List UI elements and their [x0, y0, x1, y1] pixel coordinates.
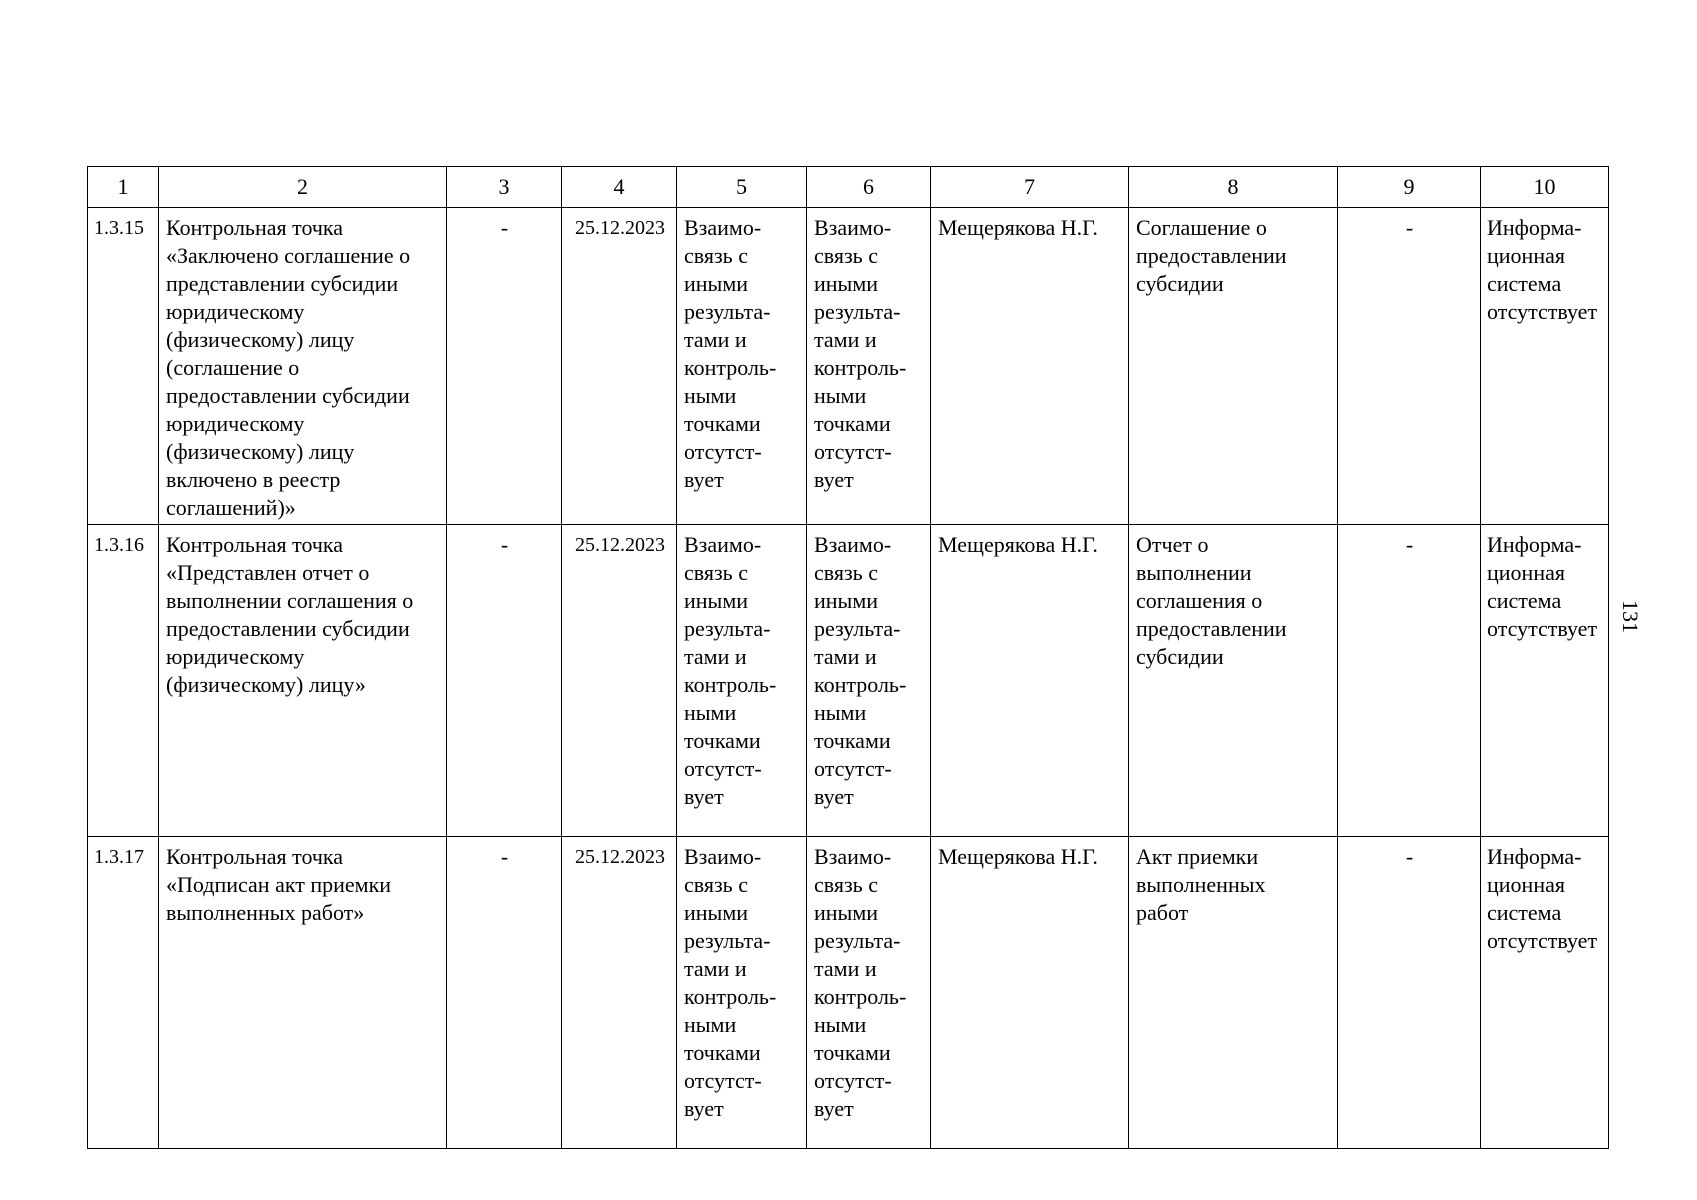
- control-point-name-cell: [159, 837, 447, 1149]
- info-system: Информа- ционная система отсутствует: [1487, 844, 1598, 953]
- column-header-3: 3: [447, 167, 562, 208]
- responsible-cell: [931, 208, 1129, 525]
- column-3-value: -: [500, 844, 509, 869]
- date-cell: [562, 208, 677, 525]
- control-point-name: Контрольная точка «Заключено соглашение о представлении субсидии юридическому (физическому) лицу (соглашение о предоставлении субсидии юридическому (физическому) лицу включено в реестр соглашений)»: [166, 215, 411, 520]
- column-3-cell: [447, 525, 562, 837]
- info-system-cell: [1481, 208, 1609, 525]
- column-5-value: Взаимо- связь с иными результа- тами и контроль- ными точками отсутст- вует: [684, 532, 777, 809]
- due-date: 25.12.2023: [575, 846, 665, 868]
- control-point-name-cell: [159, 208, 447, 525]
- info-system-cell: [1481, 837, 1609, 1149]
- row-number: 1.3.16: [94, 534, 144, 556]
- column-header-8: 8: [1129, 167, 1338, 208]
- due-date: 25.12.2023: [575, 217, 665, 239]
- column-9-value: -: [1405, 532, 1414, 557]
- responsible-cell: [931, 837, 1129, 1149]
- document-type: Соглашение о предоставлении субсидии: [1136, 215, 1287, 296]
- column-6-cell: [807, 208, 931, 525]
- column-9-value: -: [1405, 215, 1414, 240]
- column-6-value: Взаимо- связь с иными результа- тами и контроль- ными точками отсутст- вует: [814, 532, 907, 809]
- column-header-1: 1: [88, 167, 159, 208]
- date-cell: [562, 525, 677, 837]
- table-row: [88, 208, 1609, 525]
- column-3-cell: [447, 208, 562, 525]
- responsible-person: Мещерякова Н.Г.: [938, 532, 1098, 557]
- table-header-row: [88, 167, 1609, 208]
- due-date: 25.12.2023: [575, 534, 665, 556]
- document-cell: [1129, 208, 1338, 525]
- control-point-name-cell: [159, 525, 447, 837]
- column-6-cell: [807, 837, 931, 1149]
- column-3-value: -: [500, 532, 509, 557]
- column-header-4: 4: [562, 167, 677, 208]
- row-number-cell: [88, 525, 159, 837]
- document-type: Отчет о выполнении соглашения о предоставлении субсидии: [1136, 532, 1287, 669]
- column-6-cell: [807, 525, 931, 837]
- info-system: Информа- ционная система отсутствует: [1487, 532, 1598, 641]
- column-header-2: 2: [159, 167, 447, 208]
- column-3-cell: [447, 837, 562, 1149]
- column-6-value: Взаимо- связь с иными результа- тами и контроль- ными точками отсутст- вует: [814, 215, 907, 492]
- column-9-cell: [1338, 525, 1481, 837]
- control-points-table: [87, 166, 1609, 1149]
- info-system: Информа- ционная система отсутствует: [1487, 215, 1598, 324]
- column-3-value: -: [500, 215, 509, 240]
- document-cell: [1129, 525, 1338, 837]
- page-number: 131: [1618, 600, 1643, 633]
- row-number: 1.3.15: [94, 217, 144, 239]
- responsible-cell: [931, 525, 1129, 837]
- column-5-cell: [677, 208, 807, 525]
- document-cell: [1129, 837, 1338, 1149]
- table-row: [88, 837, 1609, 1149]
- responsible-person: Мещерякова Н.Г.: [938, 844, 1098, 869]
- column-5-value: Взаимо- связь с иными результа- тами и контроль- ными точками отсутст- вует: [684, 215, 777, 492]
- column-9-cell: [1338, 208, 1481, 525]
- column-9-cell: [1338, 837, 1481, 1149]
- responsible-person: Мещерякова Н.Г.: [938, 215, 1098, 240]
- column-header-6: 6: [807, 167, 931, 208]
- column-9-value: -: [1405, 844, 1414, 869]
- row-number-cell: [88, 208, 159, 525]
- column-header-7: 7: [931, 167, 1129, 208]
- column-6-value: Взаимо- связь с иными результа- тами и контроль- ными точками отсутст- вует: [814, 844, 907, 1121]
- column-5-value: Взаимо- связь с иными результа- тами и контроль- ными точками отсутст- вует: [684, 844, 777, 1121]
- row-number-cell: [88, 837, 159, 1149]
- column-header-5: 5: [677, 167, 807, 208]
- column-5-cell: [677, 525, 807, 837]
- row-number: 1.3.17: [94, 846, 144, 868]
- column-header-9: 9: [1338, 167, 1481, 208]
- document-type: Акт приемки выполненных работ: [1136, 844, 1266, 925]
- table-row: [88, 525, 1609, 837]
- column-5-cell: [677, 837, 807, 1149]
- control-point-name: Контрольная точка «Представлен отчет о выполнении соглашения о предоставлении субсидии юридическому (физическому) лицу»: [166, 532, 414, 697]
- control-point-name: Контрольная точка «Подписан акт приемки выполненных работ»: [166, 844, 392, 925]
- info-system-cell: [1481, 525, 1609, 837]
- column-header-10: 10: [1481, 167, 1609, 208]
- date-cell: [562, 837, 677, 1149]
